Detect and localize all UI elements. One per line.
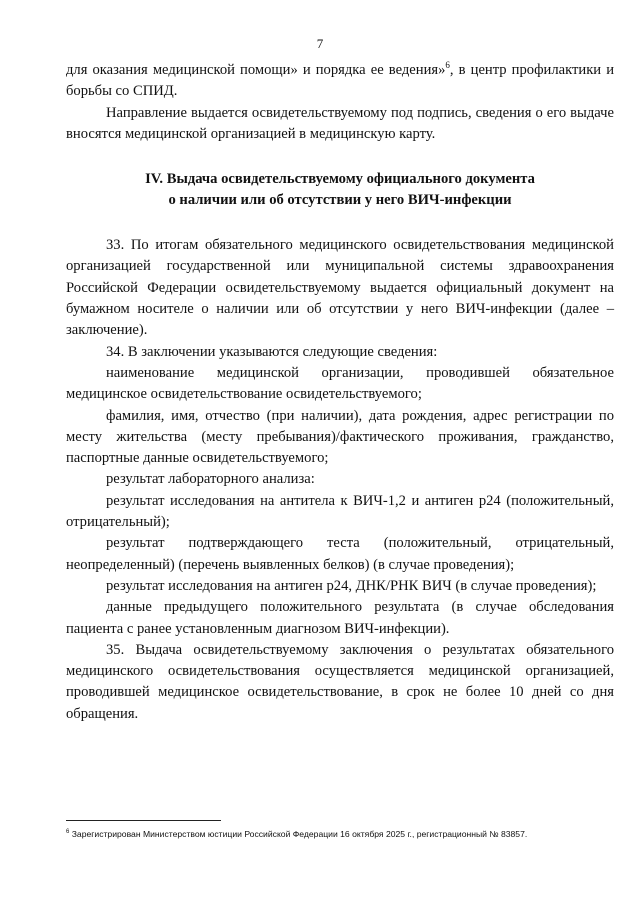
paragraph-34: 34. В заключении указываются следующие сведения: [106,343,438,360]
continuation-paragraph [66,60,614,103]
list-item-personal-data: фамилия, имя, отчество (при наличии), дата рождения, адрес регистрации по месту жительства (месту пребывания)/фактического проживания, гражданство, паспортные данные освидетельствуемого; [66,407,614,467]
paragraph-33: 33. По итогам обязательного медицинского освидетельствования медицинской организацией государственной или муниципальной системы здравоохранения Российской Федерации освидетельствуемому выдается официальный документ на бумажном носителе о наличии или об отсутствии у него ВИЧ-инфекции (далее – заключение). [66,237,614,339]
list-item-confirmatory-test: результат подтверждающего теста (положительный, отрицательный, неопределенный) (перечень выявленных белков) (в случае проведения); [66,535,614,573]
section-heading-line-1: IV. Выдача освидетельствуемому официального документа [145,171,535,188]
document-body [66,60,614,725]
footnote [66,828,626,840]
section-heading-line-2: о наличии или об отсутствии у него ВИЧ-инфекции [168,192,512,209]
list-item-lab-analysis: результат лабораторного анализа: [106,471,315,488]
continuation-text: для оказания медицинской помощи» и порядка ее ведения» [66,62,446,78]
page-number: 7 [316,36,324,51]
list-item-previous-result: данные предыдущего положительного результата (в случае обследования пациента с ранее установленным диагнозом ВИЧ-инфекции). [66,599,614,637]
section-heading [66,169,614,211]
footnote-reference[interactable]: 6 [445,60,450,71]
continuation-tail: , в центр профилактики и борьбы со СПИД. [66,62,614,100]
list-item-antibodies-result: результат исследования на антитела к ВИЧ-1,2 и антиген р24 (положительный, отрицательный); [66,492,614,531]
footnote-divider [66,820,221,821]
list-item-organization: наименование медицинской организации, проводившей обязательное медицинское освидетельствование освидетельствуемого; [66,364,614,403]
footnote-marker: 6 [66,829,70,836]
footnote-text: Зарегистрирован Министерством юстиции Российской Федерации 16 октября 2025 г., регистрационный № 83857. [69,829,528,839]
list-item-antigen-result: результат исследования на антиген р24, ДНК/РНК ВИЧ (в случае проведения); [106,577,597,594]
referral-paragraph: Направление выдается освидетельствуемому под подпись, сведения о его выдаче вносятся медицинской организацией в медицинскую карту. [66,104,614,142]
paragraph-35: 35. Выдача освидетельствуемому заключения о результатах обязательного медицинского освидетельствования осуществляется медицинской организацией, проводившей медицинское освидетельствование, в срок не более 10 дней со дня обращения. [66,641,614,722]
